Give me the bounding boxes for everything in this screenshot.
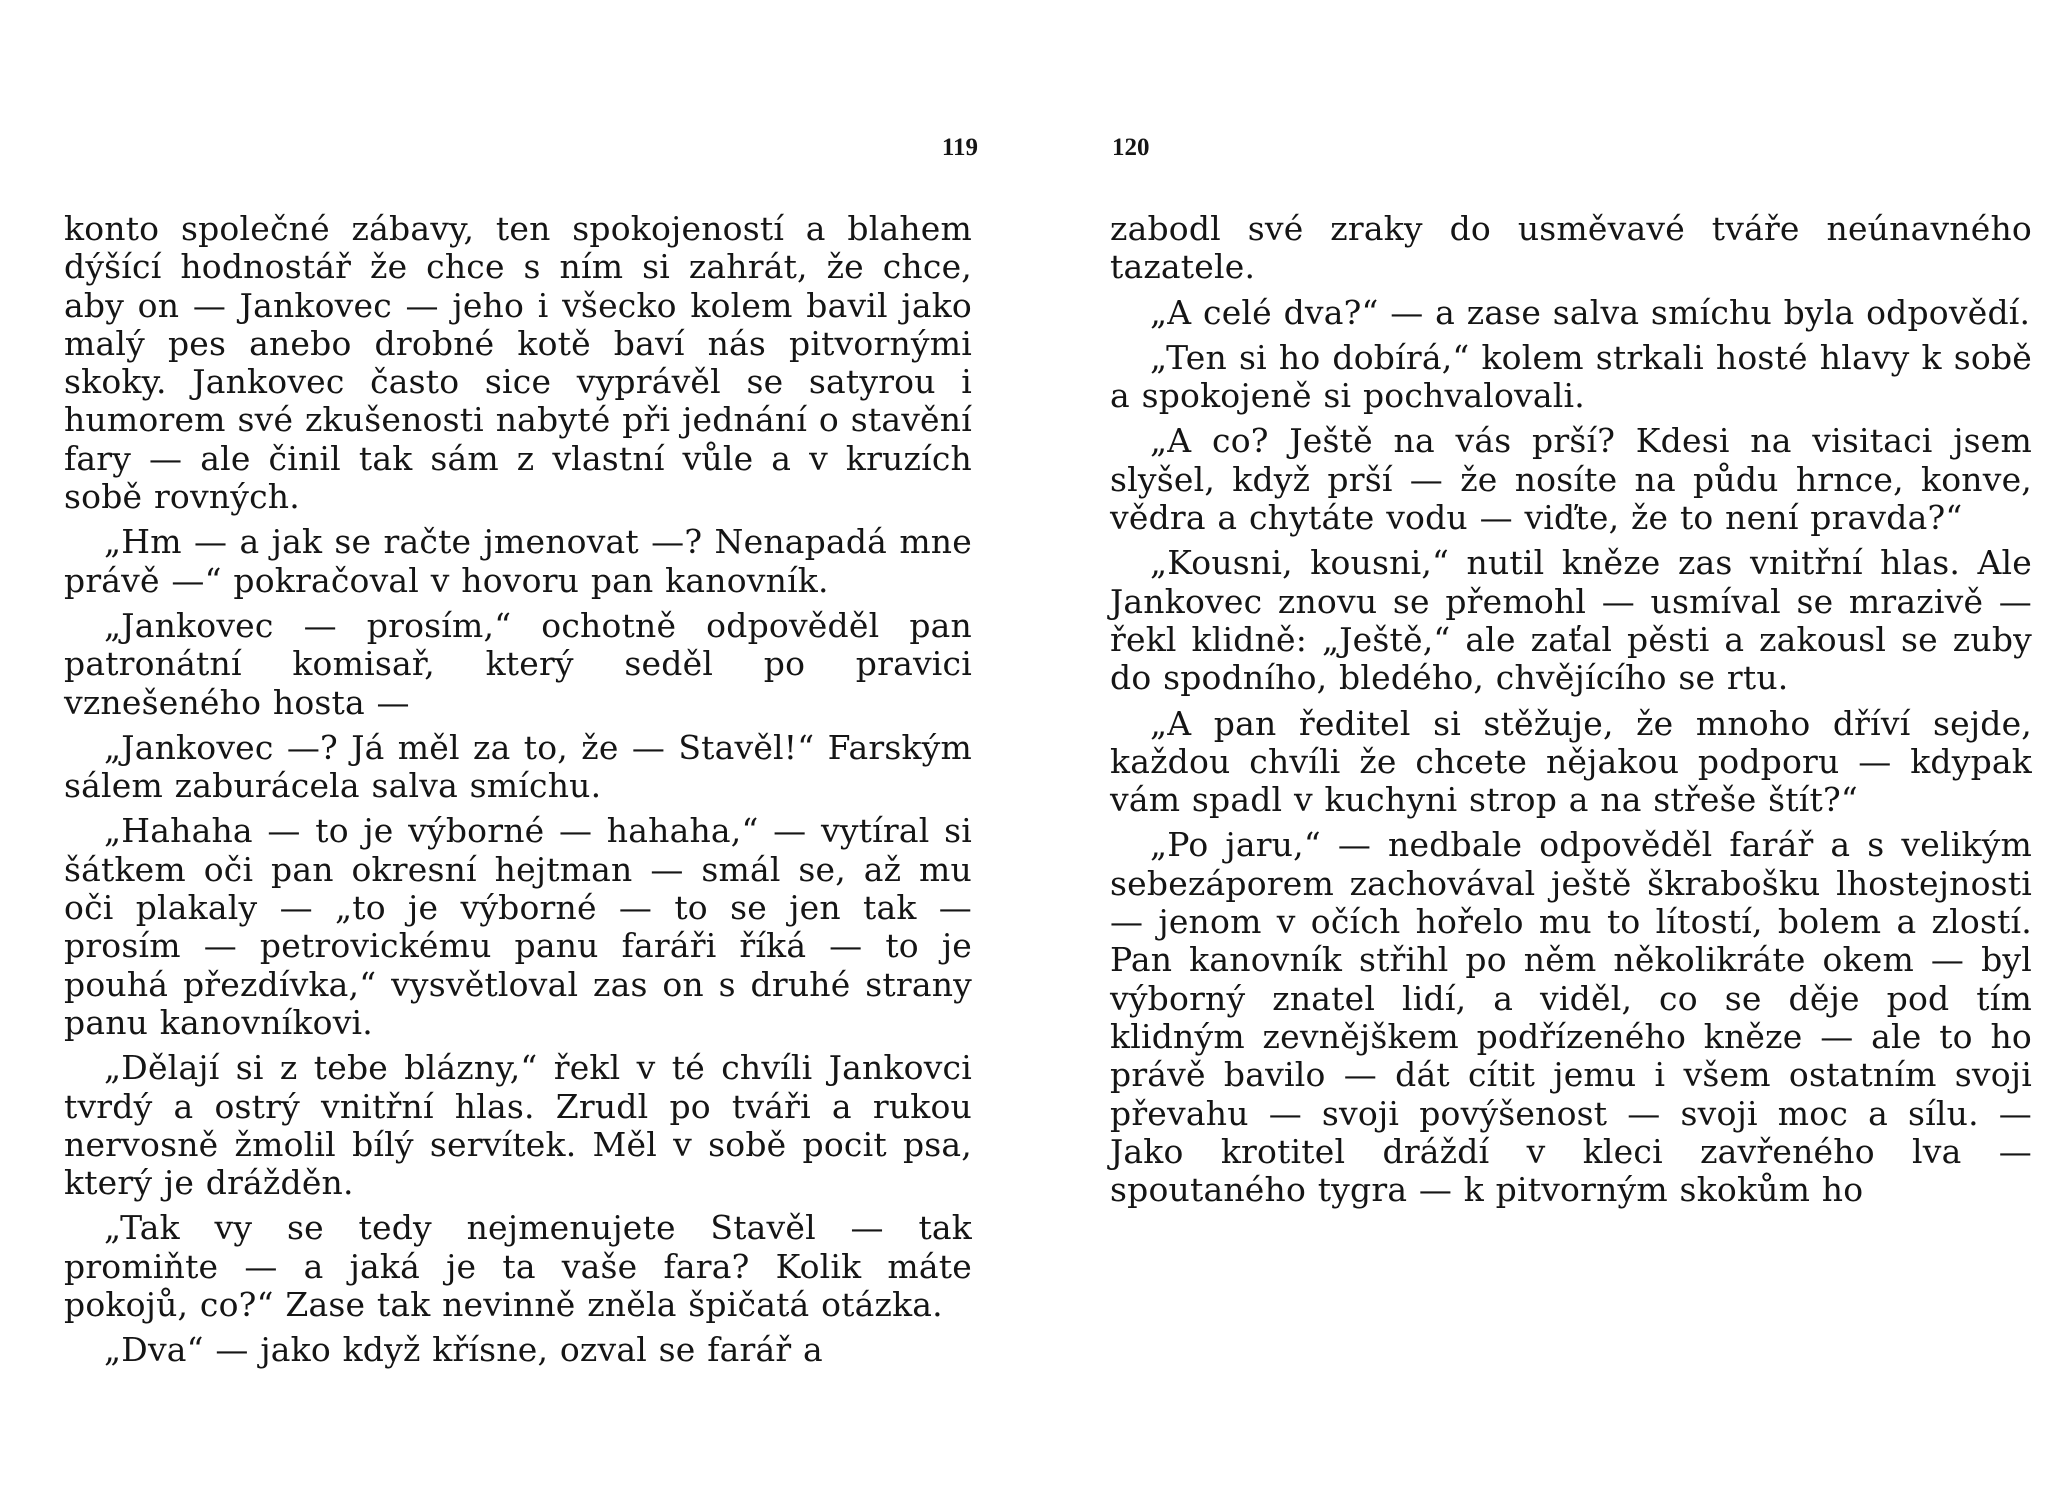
paragraph: „A pan ředitel si stěžuje, že mnoho dříví sejde, každou chvíli že chcete nějakou podporu — kdypak vám spadl v kuchyni strop a na střeše štít?“	[1110, 703, 2032, 820]
paragraph: „A co? Ještě na vás prší? Kdesi na visitaci jsem slyšel, když prší — že nosíte na půdu hrnce, konve, vědra a chytáte vodu — viďte, že to není pravda?“	[1110, 421, 2032, 538]
page-number: 119	[941, 134, 978, 161]
paragraph: „Po jaru,“ — nedbale odpověděl farář a s velikým sebezáporem zachovával ještě škrabošku lhostejnosti — jenom v očích hořelo mu to lítostí, bolem a zlostí. Pan kanovník střihl po něm několikráte okem — byl výborný znatel lidí, a viděl, co se děje pod tím klidným zevnějškem podřízeného kněze — ale to ho právě bavilo — dát cítit jemu i všem ostatním svoji převahu — svoji povýšenost — svoji moc a sílu. — Jako krotitel dráždí v kleci zavřeného lva — spoutaného tygra — k pitvorným skokům ho	[1110, 825, 2032, 1210]
paragraph: zabodl své zraky do usměvavé tváře neúnavného tazatele.	[1110, 209, 2032, 287]
paragraph: „Ten si ho dobírá,“ kolem strkali hosté hlavy k sobě a spokojeně si pochvalovali.	[1110, 337, 2032, 416]
text-column	[64, 210, 972, 1377]
paragraph: „Dělají si z tebe blázny,“ řekl v té chvíli Jankovci tvrdý a ostrý vnitřní hlas. Zrudl po tváři a rukou nervosně žmolil bílý servítek. Měl v sobě pocit psa, který je drážděn.	[64, 1048, 972, 1203]
text-column	[1110, 210, 2032, 1216]
right-page	[1024, 0, 2048, 1500]
paragraph: „Jankovec —? Já měl za to, že — Stavěl!“ Farským sálem zaburácela salva smíchu.	[64, 727, 972, 806]
paragraph: „Hm — a jak se račte jmenovat —? Nenapadá mne právě —“ pokračoval v hovoru pan kanovník.	[64, 522, 972, 600]
paragraph: konto společné zábavy, ten spokojeností a blahem dýšící hodnostář že chce s ním si zahrát, že chce, aby on — Jankovec — jeho i všecko kolem bavil jako malý pes anebo drobné kotě baví nás pitvornými skoky. Jankovec často sice vyprávěl se satyrou i humorem své zkušenosti nabyté při jednání o stavění fary — ale činil tak sám z vlastní vůle a v kruzích sobě rovných.	[64, 209, 972, 517]
paragraph: „Jankovec — prosím,“ ochotně odpověděl pan patronátní komisař, který seděl po pravici vznešeného hosta —	[64, 605, 972, 722]
page-number: 120	[1112, 134, 1150, 161]
paragraph: „Dva“ — jako když křísne, ozval se farář a	[104, 1330, 823, 1370]
paragraph: „Hahaha — to je výborné — hahaha,“ — vytíral si šátkem oči pan okresní hejtman — smál se, až mu oči plakaly — „to je výborné — to se jen tak — prosím — petrovickému panu faráři říká — to je pouhá přezdívka,“ vysvětloval zas on s druhé strany panu kanovníkovi.	[64, 811, 972, 1042]
paragraph: „Tak vy se tedy nejmenujete Stavěl — tak promiňte — a jaká je ta vaše fara? Kolik máte pokojů, co?“ Zase tak nevinně zněla špičatá otázka.	[64, 1208, 972, 1325]
paragraph: „Kousni, kousni,“ nutil kněze zas vnitřní hlas. Ale Jankovec znovu se přemohl — usmíval se mrazivě — řekl klidně: „Ještě,“ ale zaťal pěsti a zakousl se zuby do spodního, bledého, chvějícího se rtu.	[1110, 543, 2032, 698]
paragraph: „A celé dva?“ — a zase salva smíchu byla odpovědí.	[1150, 292, 2031, 332]
